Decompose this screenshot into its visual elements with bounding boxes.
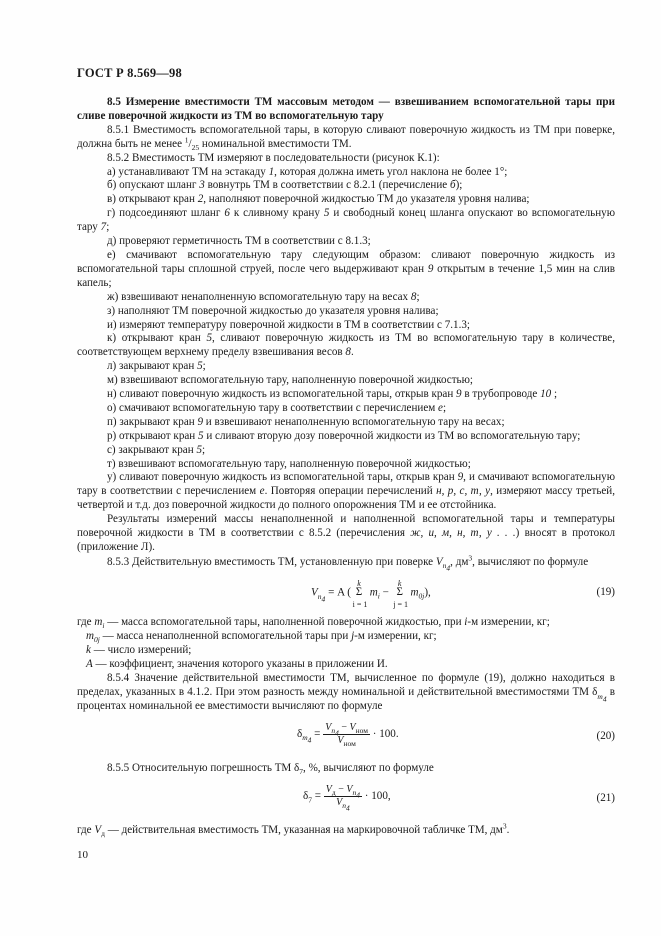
list-item-t: т) взвешивают вспомогательную тару, наполненную поверочной жидкостью; xyxy=(107,457,471,470)
list-item-p: п) закрывают кран 9 и взвешивают ненаполненную вспомогательную тару на весах; xyxy=(107,415,505,428)
results-paragraph: Результаты измерений массы ненаполненной и наполненной вспомогательной тары и температуры поверочной жидкости в ТМ в соответствии с 8.5.2 (перечисления ж, и, м, н, т, у . . .) вносят в протокол (приложение Л). xyxy=(77,513,615,553)
sum-symbol: k Σ j = 1 xyxy=(393,578,409,609)
list-item-r: р) открывают кран 5 и сливают вторую дозу поверочной жидкости из ТМ во вспомогательную тару; xyxy=(107,429,581,442)
paragraph-8-5-2: 8.5.2 Вместимость ТМ измеряют в последовательности (рисунок К.1): xyxy=(107,151,440,164)
where-mi: где $m_i$ — масса вспомогательной тары, наполненной поверочной жидкостью, при i-м измерении, кг; xyxy=(77,615,550,631)
list-item-m: м) взвешивают вспомогательную тару, наполненную поверочной жидкостью; xyxy=(107,374,473,387)
formula-21-expression: $\delta_7$ = $\frac{V_д - V_{п_4}}{V_{п_4}}$ · 100, xyxy=(303,784,391,813)
formula-20-expression: $\delta_{т_4}$ = $\frac{V_{п_4} - V_{ном}}{V_{ном}}$ · 100. xyxy=(297,722,399,749)
page-number: 10 xyxy=(77,849,88,861)
document-code: ГОСТ Р 8.569—98 xyxy=(77,66,182,80)
list-item-v: в) открывают кран 2, наполняют поверочной жидкостью ТМ до указателя уровня налива; xyxy=(107,193,530,206)
where-m0j: $m_{0j}$ — масса ненаполненной вспомогательной тары при j-м измерении, кг; xyxy=(86,629,437,644)
section-title: 8.5 Измерение вместимости ТМ массовым методом — взвешиванием вспомогательной тары при сливе поверочной жидкости из ТМ во вспомогательную тару xyxy=(77,96,615,122)
list-item-d: д) проверяют герметичность ТМ в соответствии с 8.1.3; xyxy=(107,235,371,248)
formula-19-expression: $V_{п_4} = A$ ( k Σ i = 1 $m_i$ − k Σ j = 1 $m_{0j}$), xyxy=(311,578,431,609)
formula-21 xyxy=(77,778,615,822)
fraction: $\frac{V_д - V_{п_4}}{V_{п_4}}$ xyxy=(325,784,360,813)
list-item-z: з) наполняют ТМ поверочной жидкостью до указателя уровня налива; xyxy=(107,304,439,317)
paragraph-8-5-5: 8.5.5 Относительную погрешность ТМ $\delta_7$, %, вычисляют по формуле xyxy=(107,762,434,777)
list-item-a: а) устанавливают ТМ на эстакаду 1, которая должна иметь угол наклона не более 1°; xyxy=(107,165,508,178)
paragraph-8-5-1: 8.5.1 Вместимость вспомогательной тары, в которую сливают поверочную жидкость из ТМ при поверке, должна быть не менее $^1/_{25}$ номинальной вместимости ТМ. xyxy=(77,123,615,152)
sum-symbol: k Σ i = 1 xyxy=(352,578,368,609)
where-vd: где $V_д$ — действительная вместимость ТМ, указанная на маркировочной табличке ТМ, $дм^3$. xyxy=(77,821,510,839)
list-item-l: л) закрывают кран 5; xyxy=(107,360,206,373)
list-item-s: с) закрывают кран 5; xyxy=(107,443,206,456)
list-item-u: у) сливают поверочную жидкость из вспомогательной тары, открыв кран 9, и смачивают вспомогательную тару в соответствии с перечислением е. Повторяя операции перечислений н, р, с, т, у, измеряют массу третьей, четвертой и т.д. доз поверочной жидкости до полного опорожнения ТМ и ее отстойника. xyxy=(77,471,616,512)
list-item-g: г) подсоединяют шланг 6 к сливному крану 5 и свободный конец шланга опускают во вспомогательную тару 7; xyxy=(77,207,615,234)
where-A: A — коэффициент, значения которого указаны в приложении И. xyxy=(86,657,388,670)
formula-number: (21) xyxy=(596,792,615,805)
list-item-n: н) сливают поверочную жидкость из вспомогательной тары, открыв кран 9 в трубопроводе 10 ; xyxy=(107,388,558,401)
formula-20 xyxy=(77,716,615,760)
list-item-i: и) измеряют температуру поверочной жидкости в ТМ в соответствии с 7.1.3; xyxy=(107,318,470,331)
formula-number: (20) xyxy=(596,730,615,743)
paragraph-8-5-3: 8.5.3 Действительную вместимость ТМ, установленную при поверке $V_{п_4}$, $дм^3$, вычисляют по формуле xyxy=(107,553,589,573)
list-item-o: о) смачивают вспомогательную тару в соответствии с перечислением е; xyxy=(107,401,447,414)
paragraph-8-5-4: 8.5.4 Значение действительной вместимости ТМ, вычисленное по формуле (19), должно находиться в пределах, указанных в 4.1.2. При этом разность между номинальной и действительной вместимостями ТМ $\delta_{т_4}$ в процентах номинальной ее вместимости вычисляют по формуле xyxy=(77,672,615,713)
page-body xyxy=(77,96,615,838)
fraction-numerator: 1 xyxy=(184,135,189,145)
list-item-k: к) открывают кран 5, сливают поверочную жидкость из ТМ во вспомогательную тару в количестве, соответствующем верхнему пределу взвешивания весов 8. xyxy=(77,332,615,359)
fraction: $\frac{V_{п_4} - V_{ном}}{V_{ном}}$ xyxy=(325,722,368,749)
formula-number: (19) xyxy=(596,585,615,598)
where-k: k — число измерений; xyxy=(86,643,192,656)
list-item-b: б) опускают шланг 3 вовнутрь ТМ в соответствии с 8.2.1 (перечисление б); xyxy=(107,179,463,192)
list-item-zh: ж) взвешивают ненаполненную вспомогательную тару на весах 8; xyxy=(107,290,420,303)
formula-19 xyxy=(77,572,615,614)
list-item-e: е) смачивают вспомогательную тару следующим образом: сливают поверочную жидкость из вспомогательной тары сплошной струей, после чего выдерживают кран 9 открытым в течение 1,5 мин на слив капель; xyxy=(77,248,616,289)
